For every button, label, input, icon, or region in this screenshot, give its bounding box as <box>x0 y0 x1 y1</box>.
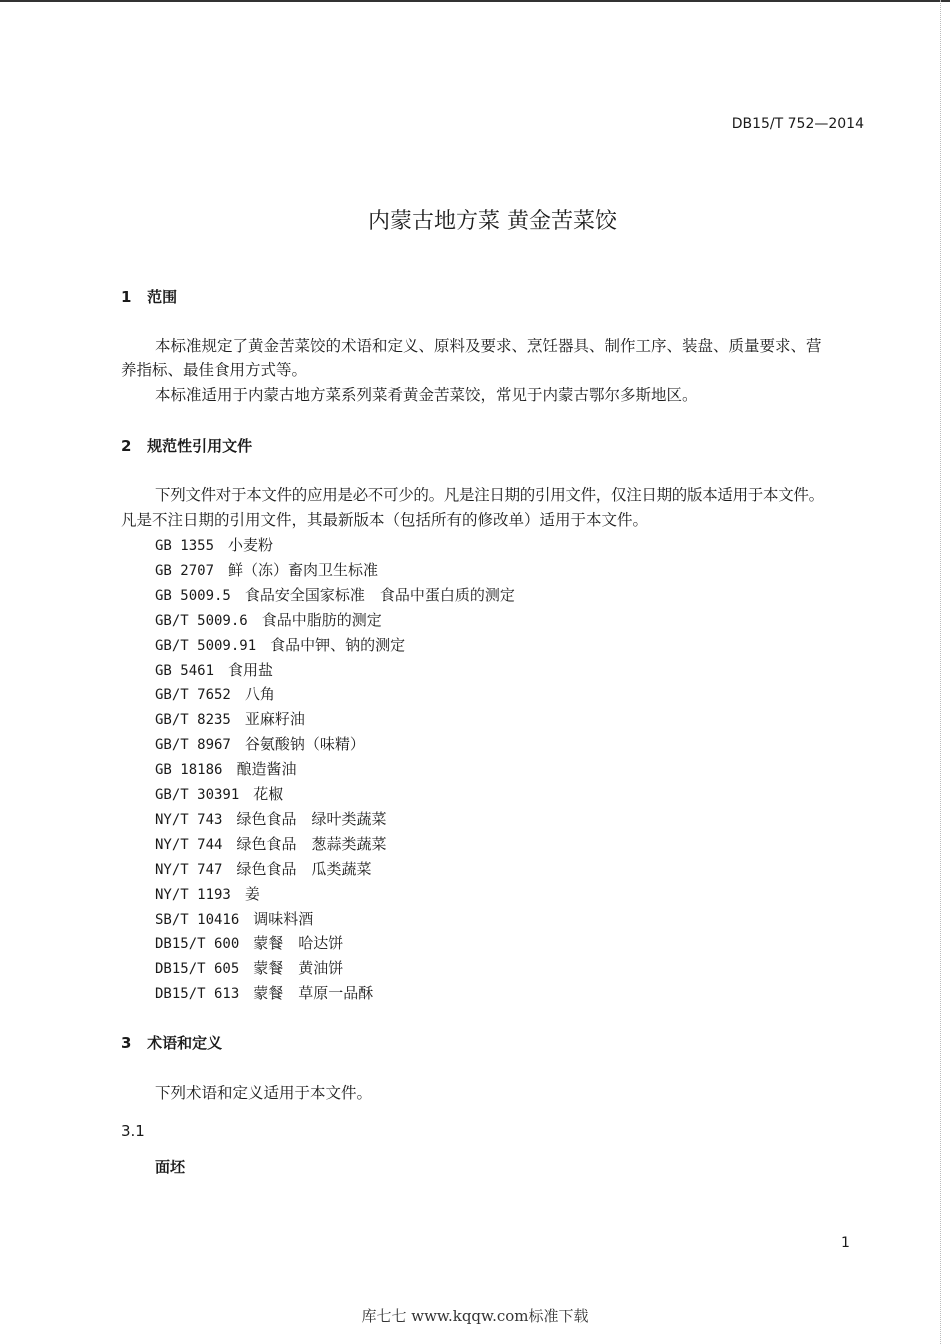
reference-code: DB15/T 613 <box>155 986 240 1003</box>
reference-title: 蒙餐 草原一品酥 <box>253 984 374 1003</box>
reference-title: 食品中脂肪的测定 <box>261 610 382 629</box>
reference-code: SB/T 10416 <box>155 911 240 928</box>
reference-title: 小麦粉 <box>228 536 274 554</box>
reference-item <box>155 958 343 979</box>
section-number: 1 <box>121 288 132 306</box>
reference-code: GB/T 8235 <box>155 712 231 729</box>
reference-code: NY/T 743 <box>155 811 223 828</box>
reference-title: 蒙餐 黄油饼 <box>253 959 344 978</box>
reference-item <box>155 560 378 581</box>
reference-item <box>155 909 313 930</box>
reference-code: GB 1355 <box>155 538 215 554</box>
section-title: 术语和定义 <box>147 1034 223 1052</box>
reference-title: 食用盐 <box>228 660 274 679</box>
reference-code: GB/T 8967 <box>155 737 231 754</box>
reference-code: GB 5461 <box>155 662 215 679</box>
section-title: 范围 <box>147 288 178 306</box>
section-number: 3 <box>121 1034 132 1052</box>
section-number: 2 <box>121 437 132 455</box>
reference-item <box>155 834 386 855</box>
scan-top-border <box>0 0 950 2</box>
reference-code: GB/T 5009.6 <box>155 612 248 629</box>
reference-code: GB/T 5009.91 <box>155 637 257 654</box>
reference-code: GB 5009.5 <box>155 587 231 604</box>
section-2-heading <box>121 436 252 456</box>
reference-item <box>155 535 273 556</box>
reference-title: 亚麻籽油 <box>244 710 305 729</box>
reference-title: 酿造酱油 <box>236 760 297 779</box>
reference-title: 食品安全国家标准 食品中蛋白质的测定 <box>244 585 515 604</box>
reference-code: NY/T 1193 <box>155 886 231 903</box>
reference-title: 鲜（冻）畜肉卫生标准 <box>228 560 379 579</box>
reference-title: 食品中钾、钠的测定 <box>270 635 406 654</box>
reference-code: NY/T 747 <box>155 861 223 878</box>
reference-code: GB/T 30391 <box>155 787 240 803</box>
reference-item <box>155 684 275 705</box>
reference-title: 绿色食品 葱蒜类蔬菜 <box>236 834 387 853</box>
section-1-heading <box>121 287 177 307</box>
reference-item <box>155 660 273 681</box>
reference-code: DB15/T 605 <box>155 961 240 978</box>
section-3-heading <box>121 1033 222 1053</box>
paragraph-line: 凡是不注日期的引用文件，其最新版本（包括所有的修改单）适用于本文件。 <box>121 511 649 529</box>
reference-title: 谷氨酸钠（味精） <box>244 735 365 754</box>
watermark-footer: 库七七 www.kqqw.com标准下载 <box>361 1307 589 1325</box>
reference-code: GB/T 7652 <box>155 687 231 704</box>
paragraph-line: 下列文件对于本文件的应用是必不可少的。凡是注日期的引用文件，仅注日期的版本适用于本文件。 <box>155 486 824 504</box>
reference-item <box>155 784 283 805</box>
reference-title: 花椒 <box>253 785 284 803</box>
reference-code: DB15/T 600 <box>155 936 240 953</box>
reference-item <box>155 759 296 780</box>
reference-code: GB 18186 <box>155 762 223 779</box>
page-title: 内蒙古地方菜 黄金苦菜饺 <box>368 209 617 234</box>
reference-title: 蒙餐 哈达饼 <box>253 934 344 953</box>
reference-code: NY/T 744 <box>155 836 223 853</box>
subsection-number: 3.1 <box>121 1122 145 1140</box>
reference-item <box>155 709 305 730</box>
reference-item <box>155 809 386 830</box>
reference-code: GB 2707 <box>155 562 215 579</box>
paragraph-line: 养指标、最佳食用方式等。 <box>121 361 308 379</box>
reference-item <box>155 734 365 755</box>
reference-item <box>155 884 260 905</box>
scan-right-edge <box>940 0 942 1344</box>
reference-item <box>155 933 343 954</box>
reference-title: 八角 <box>244 685 275 704</box>
paragraph-line: 本标准适用于内蒙古地方菜系列菜肴黄金苦菜饺，常见于内蒙古鄂尔多斯地区。 <box>155 386 698 404</box>
paragraph-line: 本标准规定了黄金苦菜饺的术语和定义、原料及要求、烹饪器具、制作工序、装盘、质量要求、营 <box>155 337 822 355</box>
term-heading: 面坯 <box>155 1158 186 1176</box>
reference-item <box>155 585 515 606</box>
section-title: 规范性引用文件 <box>147 437 253 455</box>
doc-number: DB15/T 752—2014 <box>731 116 864 132</box>
reference-item <box>155 635 405 656</box>
reference-title: 调味料酒 <box>253 909 314 928</box>
reference-item <box>155 859 371 880</box>
page-number: 1 <box>841 1235 850 1251</box>
reference-title: 绿色食品 绿叶类蔬菜 <box>236 809 387 828</box>
reference-title: 绿色食品 瓜类蔬菜 <box>236 859 372 878</box>
reference-title: 姜 <box>244 884 260 903</box>
reference-item <box>155 610 382 631</box>
paragraph-line: 下列术语和定义适用于本文件。 <box>155 1084 373 1102</box>
reference-item <box>155 983 373 1004</box>
